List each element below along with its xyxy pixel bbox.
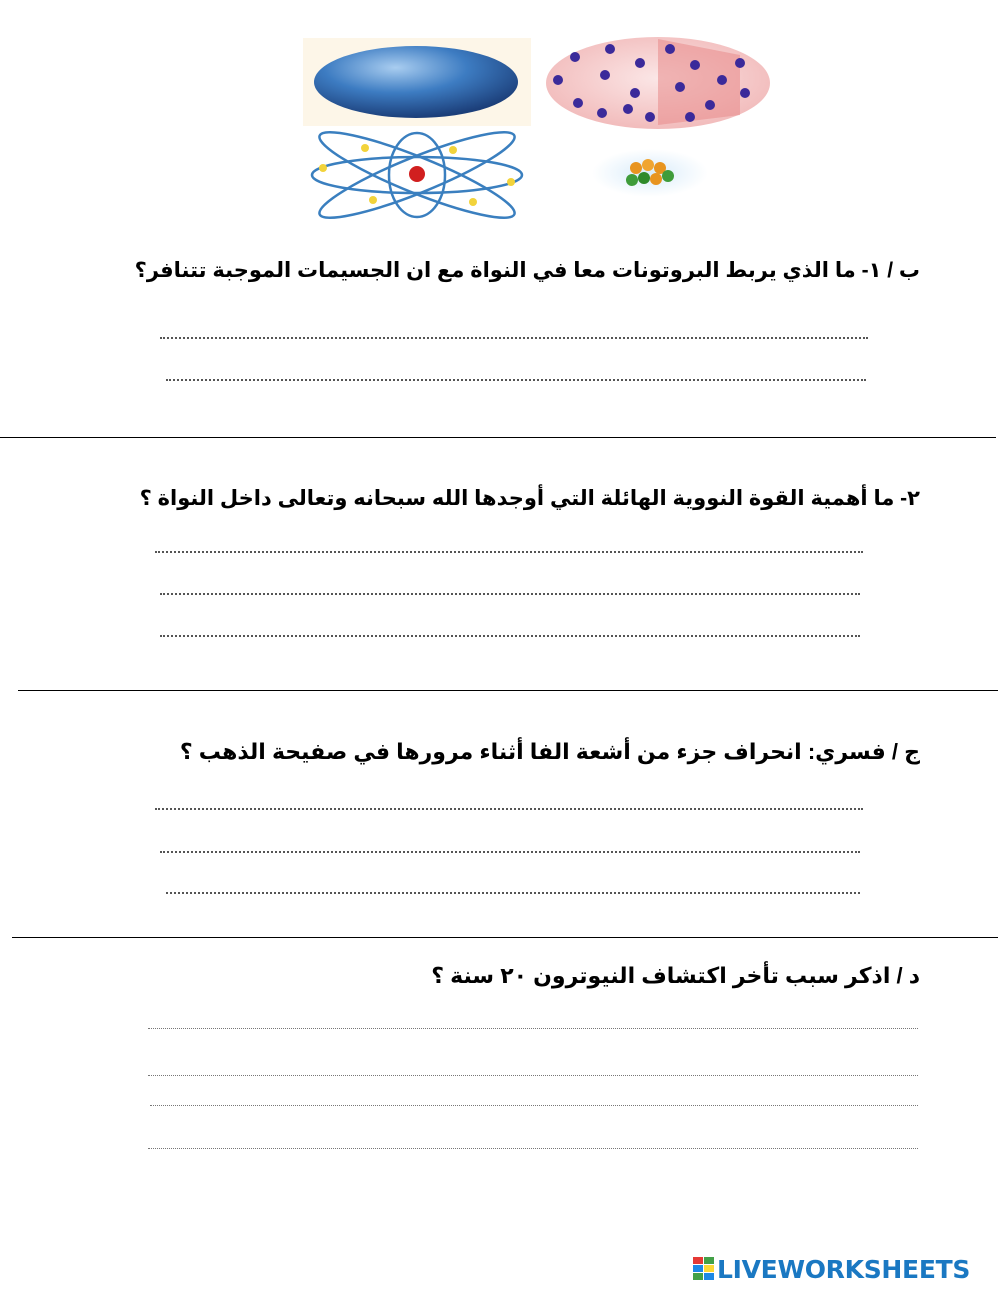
answer-line[interactable] [160, 635, 860, 637]
section-divider [12, 937, 998, 938]
answer-line[interactable] [150, 1105, 918, 1106]
answer-line[interactable] [148, 1075, 918, 1076]
answer-line[interactable] [166, 379, 866, 381]
answer-line[interactable] [160, 593, 860, 595]
answer-line[interactable] [166, 892, 860, 894]
answer-line[interactable] [148, 1148, 918, 1149]
liveworksheets-logo [693, 1255, 993, 1285]
section-divider [0, 437, 996, 438]
rutherford-atom-image [303, 130, 531, 220]
liveworksheets-wordmark: LIVEWORKSHEETS [717, 1255, 971, 1284]
liveworksheets-icon [693, 1257, 715, 1285]
answer-line[interactable] [160, 337, 868, 339]
answer-line[interactable] [160, 851, 860, 853]
answer-line[interactable] [148, 1028, 918, 1029]
question-1: ب / ١- ما الذي يربط البروتونات معا في النواة مع ان الجسيمات الموجبة تتنافر؟ [134, 259, 920, 282]
question-2: ٢- ما أهمية القوة النووية الهائلة التي أوجدها الله سبحانه وتعالى داخل النواة ؟ [139, 487, 920, 510]
question-4: د / اذكر سبب تأخر اكتشاف النيوترون ٢٠ سنة ؟ [431, 963, 920, 988]
answer-line[interactable] [155, 551, 863, 553]
blue-ellipsoid-image [303, 38, 531, 126]
answer-line[interactable] [155, 808, 863, 810]
nucleus-cluster-image [590, 148, 710, 198]
question-3: ج / فسري: انحراف جزء من أشعة الفا أثناء مرورها في صفيحة الذهب ؟ [179, 739, 920, 764]
section-divider [18, 690, 998, 691]
plum-pudding-model-image [540, 35, 772, 130]
